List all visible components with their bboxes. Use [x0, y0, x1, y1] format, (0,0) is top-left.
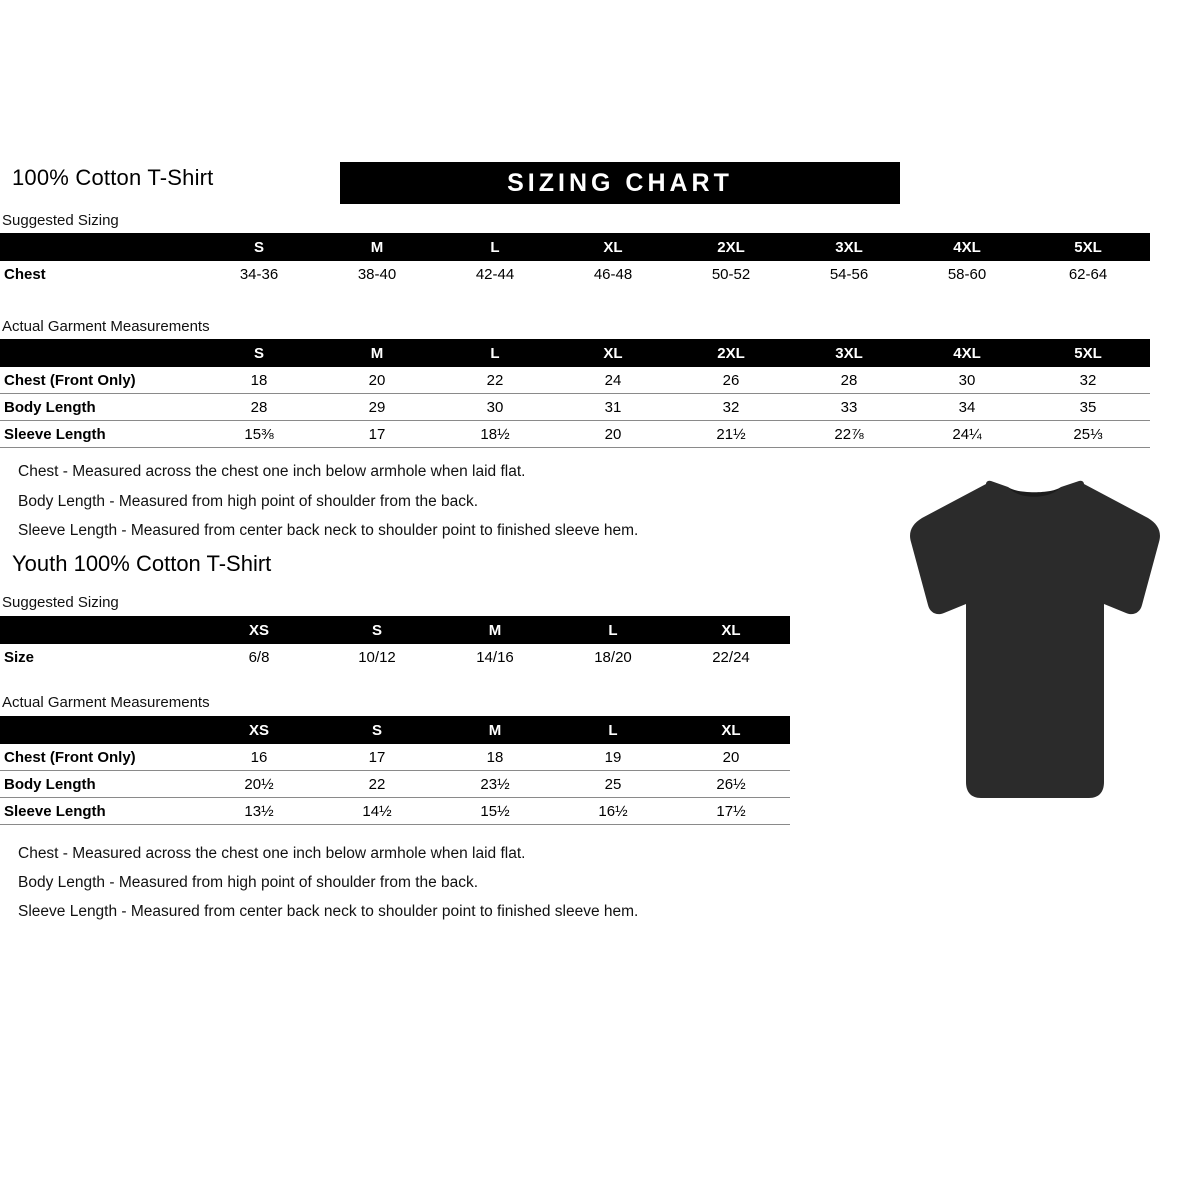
- cell: 18/20: [594, 648, 632, 666]
- cell: 25: [554, 771, 672, 798]
- youth-note-chest: Chest - Measured across the chest one inch below armhole when laid flat.: [18, 845, 526, 862]
- header-size: S: [318, 616, 436, 644]
- adult-note-chest: Chest - Measured across the chest one inch below armhole when laid flat.: [18, 463, 526, 480]
- cell: 30: [908, 367, 1026, 394]
- cell: 34-36: [239, 265, 279, 283]
- cell: 17½: [672, 798, 790, 825]
- table-row: [0, 771, 790, 798]
- header-size: M: [436, 716, 554, 744]
- header-size: 3XL: [790, 339, 908, 367]
- header-blank: [0, 339, 200, 367]
- cell: 15½: [436, 798, 554, 825]
- cell: 34: [908, 394, 1026, 421]
- table-row: [0, 394, 1150, 421]
- cell: 26: [672, 367, 790, 394]
- header-size: S: [200, 233, 318, 261]
- header-size: XS: [200, 616, 318, 644]
- adult-note-body-length: Body Length - Measured from high point of shoulder from the back.: [18, 493, 479, 510]
- youth-suggested-sizing-table: [0, 616, 790, 670]
- cell: 23½: [436, 771, 554, 798]
- youth-actual-measurements-label: Actual Garment Measurements: [2, 694, 210, 711]
- row-label: Sleeve Length: [0, 421, 200, 448]
- cell: 20: [672, 744, 790, 771]
- cell: 18½: [436, 421, 554, 448]
- table-row: [0, 798, 790, 825]
- sizing-chart-banner: SIZING CHART: [340, 162, 900, 204]
- header-size: 4XL: [908, 339, 1026, 367]
- header-size: XL: [554, 233, 672, 261]
- cell: 25⅓: [1026, 421, 1150, 448]
- cell: 20½: [200, 771, 318, 798]
- cell: 50-52: [711, 265, 751, 283]
- header-size: M: [318, 339, 436, 367]
- t-shirt-illustration: [890, 470, 1180, 810]
- header-size: M: [318, 233, 436, 261]
- cell: 14/16: [476, 648, 514, 666]
- cell: 18: [436, 744, 554, 771]
- youth-section-title: Youth 100% Cotton T-Shirt: [12, 551, 272, 576]
- cell: 24: [554, 367, 672, 394]
- youth-actual-measurements-table: [0, 716, 790, 825]
- header-size: L: [554, 616, 672, 644]
- cell: 28: [200, 394, 318, 421]
- header-size: 5XL: [1026, 233, 1150, 261]
- header-size: M: [436, 616, 554, 644]
- cell: 20: [554, 421, 672, 448]
- cell: 17: [318, 421, 436, 448]
- header-size: XL: [554, 339, 672, 367]
- youth-note-body-length: Body Length - Measured from high point of shoulder from the back.: [18, 874, 479, 891]
- table-header-row: [0, 233, 1150, 261]
- cell: 20: [318, 367, 436, 394]
- table-row: [0, 261, 1150, 287]
- cell: 10/12: [358, 648, 396, 666]
- adult-suggested-sizing-table: [0, 233, 1150, 287]
- cell: 22: [436, 367, 554, 394]
- cell: 6/8: [248, 648, 270, 666]
- table-header-row: [0, 616, 790, 644]
- table-header-row: [0, 716, 790, 744]
- cell: 32: [1026, 367, 1150, 394]
- header-size: L: [436, 233, 554, 261]
- header-size: 2XL: [672, 339, 790, 367]
- adult-note-sleeve-length: Sleeve Length - Measured from center back neck to shoulder point to finished sleeve hem.: [18, 522, 639, 539]
- cell: 16½: [554, 798, 672, 825]
- cell: 46-48: [593, 265, 633, 283]
- header-size: XS: [200, 716, 318, 744]
- header-size: 3XL: [790, 233, 908, 261]
- adult-actual-measurements-table: [0, 339, 1150, 448]
- table-row: [0, 421, 1150, 448]
- cell: 31: [554, 394, 672, 421]
- cell: 22/24: [712, 648, 750, 666]
- cell: 17: [318, 744, 436, 771]
- row-label: Chest: [4, 265, 46, 283]
- cell: 42-44: [475, 265, 515, 283]
- table-row: [0, 744, 790, 771]
- adult-actual-measurements-label: Actual Garment Measurements: [2, 318, 210, 335]
- header-blank: [0, 716, 200, 744]
- cell: 14½: [318, 798, 436, 825]
- cell: 22: [318, 771, 436, 798]
- header-size: XL: [672, 716, 790, 744]
- row-label: Size: [4, 648, 35, 666]
- youth-suggested-sizing-label: Suggested Sizing: [2, 594, 119, 611]
- cell: 32: [672, 394, 790, 421]
- cell: 15⅜: [200, 421, 318, 448]
- adult-section-title: 100% Cotton T-Shirt: [12, 165, 214, 190]
- header-size: 2XL: [672, 233, 790, 261]
- row-label: Body Length: [0, 771, 200, 798]
- cell: 30: [436, 394, 554, 421]
- header-blank: [0, 616, 200, 644]
- adult-suggested-sizing-label: Suggested Sizing: [2, 212, 119, 229]
- header-size: L: [436, 339, 554, 367]
- cell: 24¼: [908, 421, 1026, 448]
- cell: 18: [200, 367, 318, 394]
- cell: 29: [318, 394, 436, 421]
- table-row: [0, 644, 790, 670]
- cell: 33: [790, 394, 908, 421]
- header-size: 5XL: [1026, 339, 1150, 367]
- cell: 16: [200, 744, 318, 771]
- cell: 19: [554, 744, 672, 771]
- header-blank: [0, 233, 200, 261]
- cell: 13½: [200, 798, 318, 825]
- row-label: Sleeve Length: [0, 798, 200, 825]
- header-size: 4XL: [908, 233, 1026, 261]
- header-size: XL: [672, 616, 790, 644]
- cell: 38-40: [357, 265, 397, 283]
- cell: 26½: [672, 771, 790, 798]
- cell: 54-56: [829, 265, 869, 283]
- table-row: [0, 367, 1150, 394]
- youth-note-sleeve-length: Sleeve Length - Measured from center back neck to shoulder point to finished sleeve hem.: [18, 903, 639, 920]
- cell: 62-64: [1068, 265, 1108, 283]
- header-size: S: [318, 716, 436, 744]
- row-label: Body Length: [0, 394, 200, 421]
- cell: 58-60: [947, 265, 987, 283]
- table-header-row: [0, 339, 1150, 367]
- header-size: L: [554, 716, 672, 744]
- cell: 22⅞: [790, 421, 908, 448]
- row-label: Chest (Front Only): [0, 744, 200, 771]
- cell: 21½: [672, 421, 790, 448]
- header-size: S: [200, 339, 318, 367]
- cell: 35: [1026, 394, 1150, 421]
- cell: 28: [790, 367, 908, 394]
- row-label: Chest (Front Only): [0, 367, 200, 394]
